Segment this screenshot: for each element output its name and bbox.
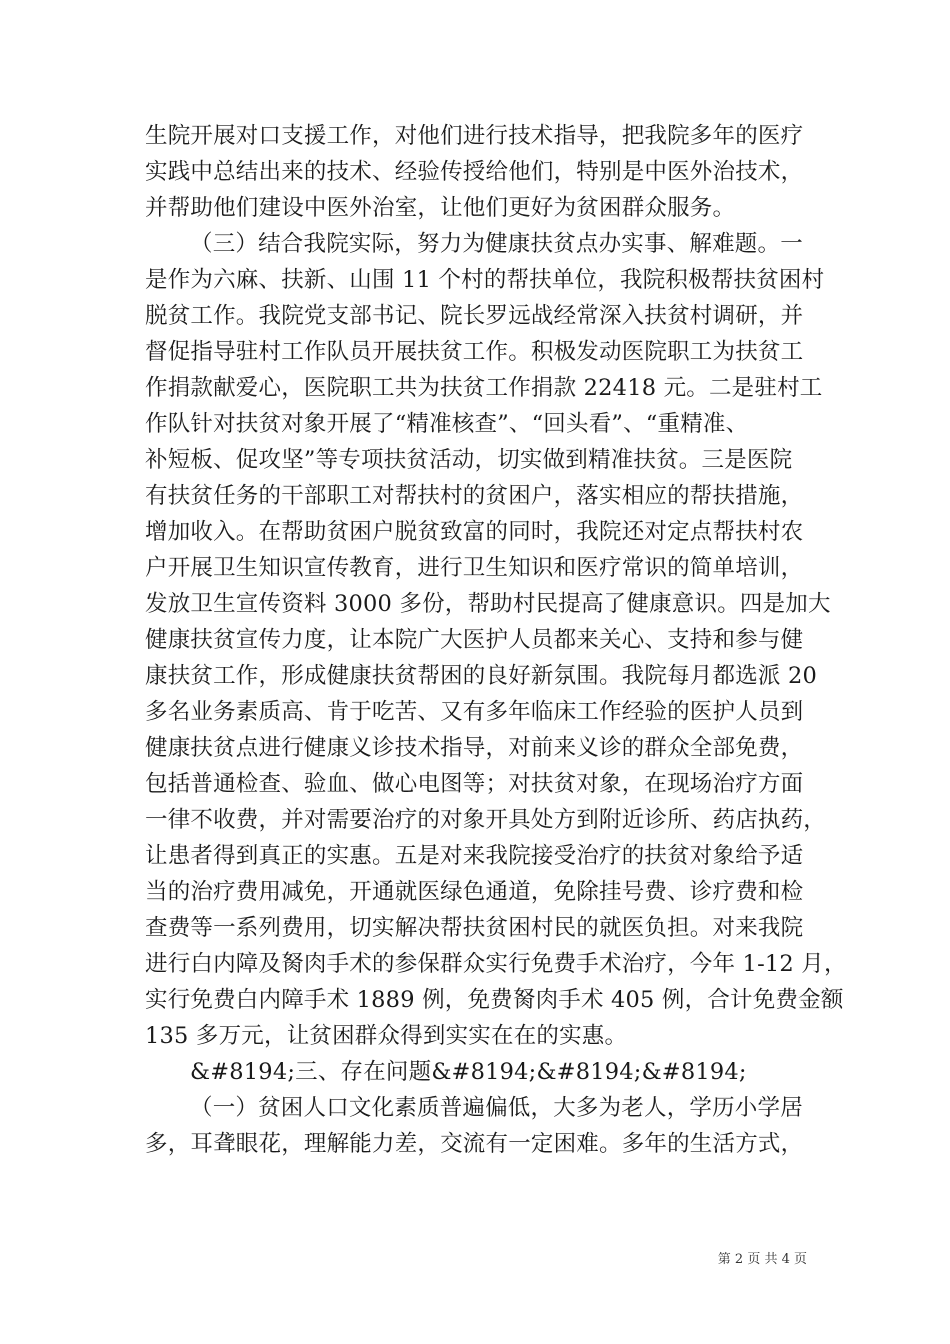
body-line-22: 当的治疗费用减免，开通就医绿色通道，免除挂号费、诊疗费和检 xyxy=(145,879,804,905)
body-line-24: 进行白内障及胬肉手术的参保群众实行免费手术治疗，今年 1-12 月， xyxy=(145,951,847,977)
body-line-13: 户开展卫生知识宣传教育，进行卫生知识和医疗常识的简单培训， xyxy=(145,555,804,581)
body-line-19: 包括普通检查、验血、做心电图等；对扶贫对象，在现场治疗方面 xyxy=(145,771,804,797)
body-line-1: 生院开展对口支援工作，对他们进行技术指导，把我院多年的医疗 xyxy=(145,123,804,149)
body-line-15: 健康扶贫宣传力度，让本院广大医护人员都来关心、支持和参与健 xyxy=(145,627,804,653)
body-line-29: 多，耳聋眼花，理解能力差，交流有一定困难。多年的生活方式， xyxy=(145,1131,804,1157)
body-line-8: 作捐款献爱心，医院职工共为扶贫工作捐款 22418 元。二是驻村工 xyxy=(145,375,823,401)
section-heading: &#8194;三、存在问题&#8194;&#8194;&#8194; xyxy=(190,1059,747,1085)
body-line-20: 一律不收费，并对需要治疗的对象开具处方到附近诊所、药店执药， xyxy=(145,807,827,833)
body-line-2: 实践中总结出来的技术、经验传授给他们，特别是中医外治技术， xyxy=(145,159,804,185)
body-line-10: 补短板、促攻坚”等专项扶贫活动，切实做到精准扶贫。三是医院 xyxy=(145,447,793,473)
body-line-28: （一）贫困人口文化素质普遍偏低，大多为老人，学历小学居 xyxy=(190,1095,803,1121)
body-line-6: 脱贫工作。我院党支部书记、院长罗远战经常深入扶贫村调研，并 xyxy=(145,303,804,329)
page-number-footer: 第 2 页 共 4 页 xyxy=(717,1252,807,1267)
body-line-17: 多名业务素质高、肯于吃苦、又有多年临床工作经验的医护人员到 xyxy=(145,699,804,725)
body-line-21: 让患者得到真正的实惠。五是对来我院接受治疗的扶贫对象给予适 xyxy=(145,843,804,869)
body-line-14: 发放卫生宣传资料 3000 多份，帮助村民提高了健康意识。四是加大 xyxy=(145,591,831,617)
body-line-25: 实行免费白内障手术 1889 例，免费胬肉手术 405 例，合计免费金额 xyxy=(145,987,844,1013)
body-line-16: 康扶贫工作，形成健康扶贫帮困的良好新氛围。我院每月都选派 20 xyxy=(145,663,817,689)
body-line-4: （三）结合我院实际，努力为健康扶贫点办实事、解难题。一 xyxy=(190,231,803,257)
body-line-7: 督促指导驻村工作队员开展扶贫工作。积极发动医院职工为扶贫工 xyxy=(145,339,804,365)
body-line-12: 增加收入。在帮助贫困户脱贫致富的同时，我院还对定点帮扶村农 xyxy=(145,519,804,545)
body-line-5: 是作为六麻、扶新、山围 11 个村的帮扶单位，我院积极帮扶贫困村 xyxy=(145,267,825,293)
body-line-26: 135 多万元，让贫困群众得到实实在在的实惠。 xyxy=(145,1023,628,1049)
body-line-9: 作队针对扶贫对象开展了“精准核查”、“回头看”、“重精准、 xyxy=(145,411,749,437)
body-line-18: 健康扶贫点进行健康义诊技术指导，对前来义诊的群众全部免费， xyxy=(145,735,804,761)
body-line-11: 有扶贫任务的干部职工对帮扶村的贫困户，落实相应的帮扶措施， xyxy=(145,483,804,509)
body-line-3: 并帮助他们建设中医外治室，让他们更好为贫困群众服务。 xyxy=(145,195,736,221)
body-line-23: 查费等一系列费用，切实解决帮扶贫困村民的就医负担。对来我院 xyxy=(145,915,804,941)
